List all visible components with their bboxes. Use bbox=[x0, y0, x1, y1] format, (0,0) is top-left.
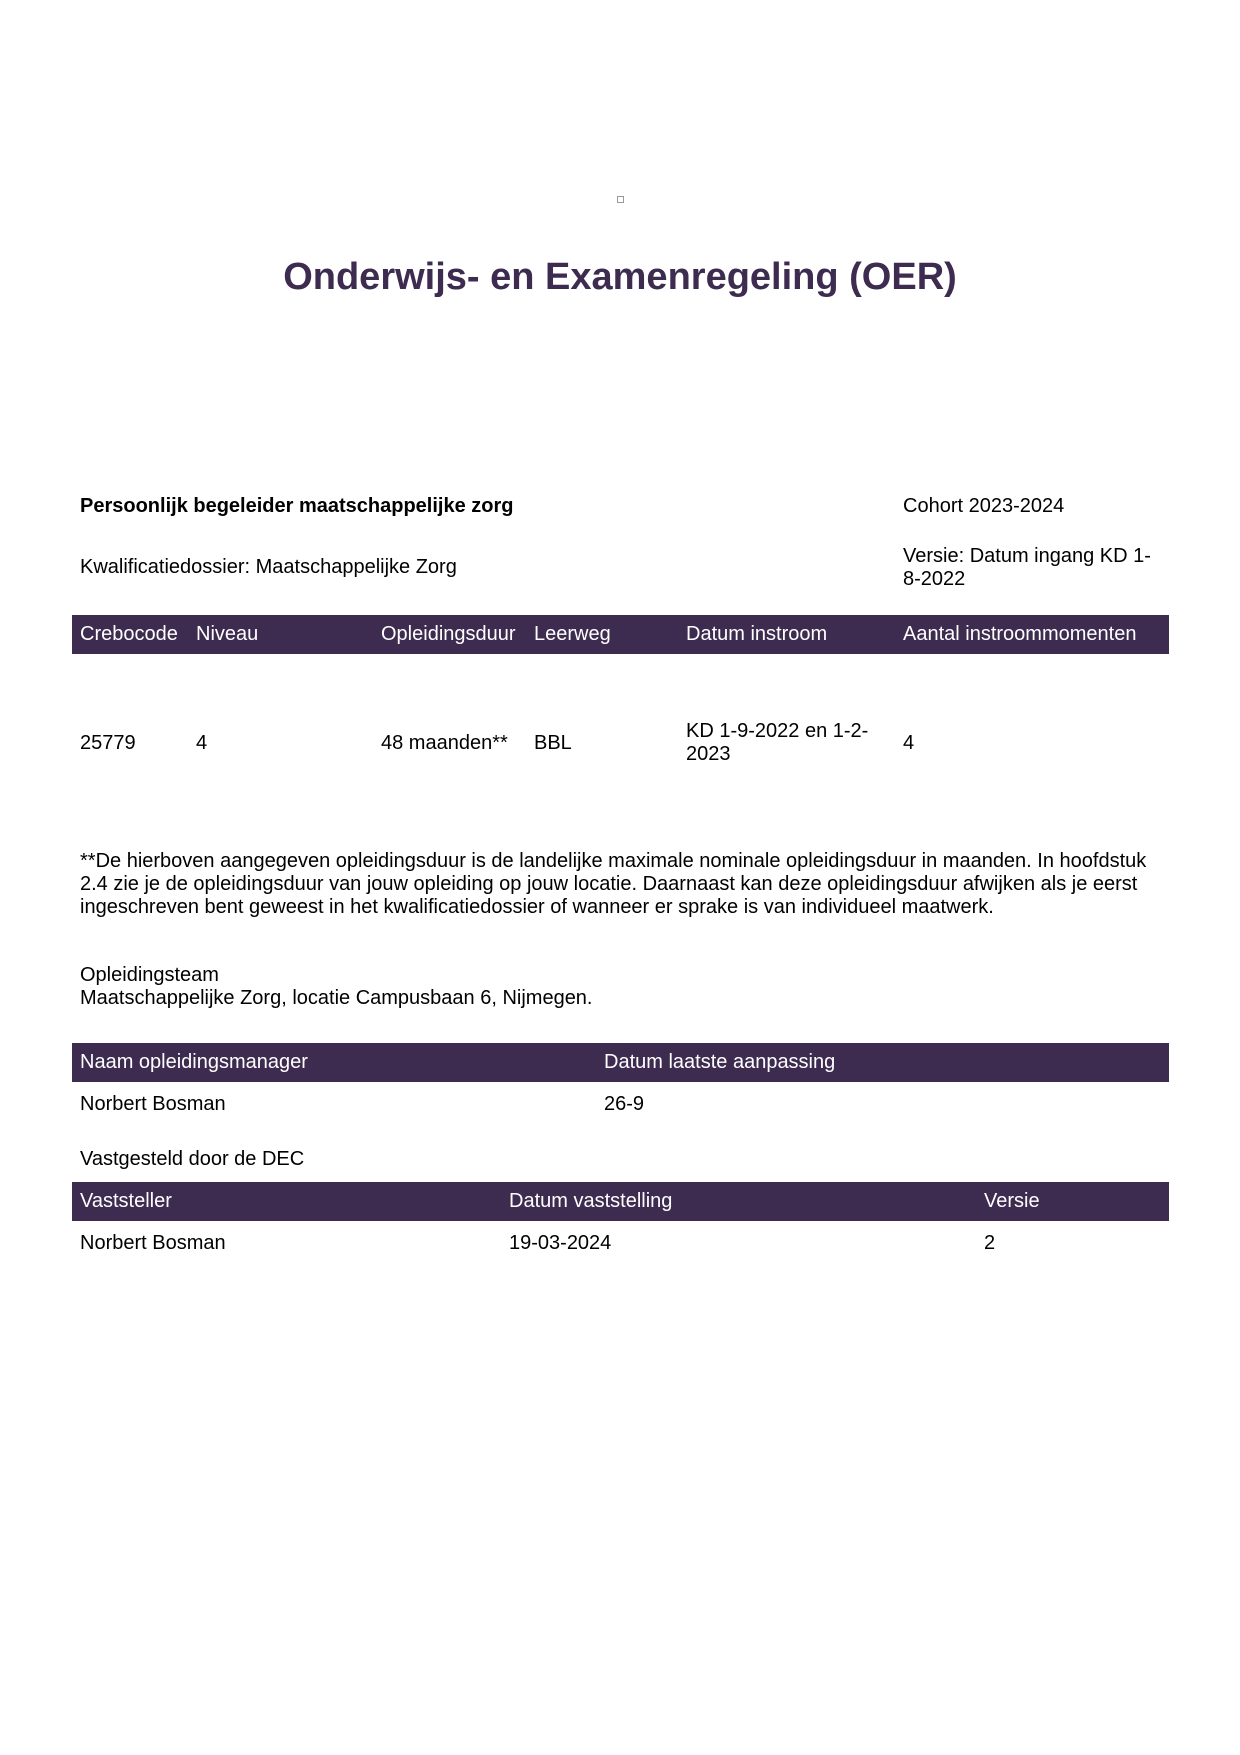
cell-datum-instroom: KD 1-9-2022 en 1-2-2023 bbox=[686, 720, 869, 765]
header-versie: Versie bbox=[984, 1190, 1040, 1212]
qualification-file: Kwalificatiedossier: Maatschappelijke Zorg bbox=[80, 556, 457, 578]
cell-crebocode: 25779 bbox=[80, 732, 136, 754]
manager-table-header bbox=[72, 1043, 1169, 1082]
cell-leerweg: BBL bbox=[534, 732, 572, 754]
version-info: Versie: Datum ingang KD 1-8-2022 bbox=[903, 545, 1151, 590]
dec-label: Vastgesteld door de DEC bbox=[80, 1148, 305, 1170]
header-vaststeller: Vaststeller bbox=[80, 1190, 172, 1212]
header-naam-opleidingsmanager: Naam opleidingsmanager bbox=[80, 1051, 308, 1073]
dec-table-header bbox=[72, 1182, 1169, 1221]
team-label: Opleidingsteam bbox=[80, 964, 219, 986]
cell-datum-vaststelling: 19-03-2024 bbox=[509, 1232, 612, 1254]
header-opleidingsduur: Opleidingsduur bbox=[381, 623, 516, 645]
header-datum-instroom: Datum instroom bbox=[686, 623, 828, 645]
program-table-header bbox=[72, 615, 1169, 654]
cell-aantal-instroommomenten: 4 bbox=[903, 732, 915, 754]
header-datum-vaststelling: Datum vaststelling bbox=[509, 1190, 673, 1212]
header-aantal-instroommomenten: Aantal instroommomenten bbox=[903, 623, 1137, 645]
header-datum-laatste-aanpassing: Datum laatste aanpassing bbox=[604, 1051, 836, 1073]
cell-versie: 2 bbox=[984, 1232, 996, 1254]
duration-footnote: **De hierboven aangegeven opleidingsduur is de landelijke maximale nominale opleidingsduur in maanden. In hoofdstuk 2.4 zie je de opleidingsduur van jouw opleiding op jouw locatie. Daarnaast kan deze opleidingsduur afwijken als je eerst ingeschreven bent geweest in het kwalificatiedossier of wanneer er sprake is van individueel maatwerk. bbox=[80, 850, 1147, 918]
document-title: Onderwijs- en Examenregeling (OER) bbox=[283, 256, 957, 298]
header-crebocode: Crebocode bbox=[80, 623, 178, 645]
logo-placeholder-icon bbox=[617, 196, 624, 203]
cell-opleidingsduur: 48 maanden** bbox=[381, 732, 508, 754]
cell-manager-name: Norbert Bosman bbox=[80, 1093, 226, 1115]
header-leerweg: Leerweg bbox=[534, 623, 611, 645]
program-name: Persoonlijk begeleider maatschappelijke zorg bbox=[80, 495, 514, 517]
cohort: Cohort 2023-2024 bbox=[903, 495, 1065, 517]
team-location: Maatschappelijke Zorg, locatie Campusbaan 6, Nijmegen. bbox=[80, 987, 593, 1009]
header-niveau: Niveau bbox=[196, 623, 259, 645]
cell-last-modified: 26-9 bbox=[604, 1093, 645, 1115]
cell-niveau: 4 bbox=[196, 732, 208, 754]
cell-vaststeller: Norbert Bosman bbox=[80, 1232, 226, 1254]
